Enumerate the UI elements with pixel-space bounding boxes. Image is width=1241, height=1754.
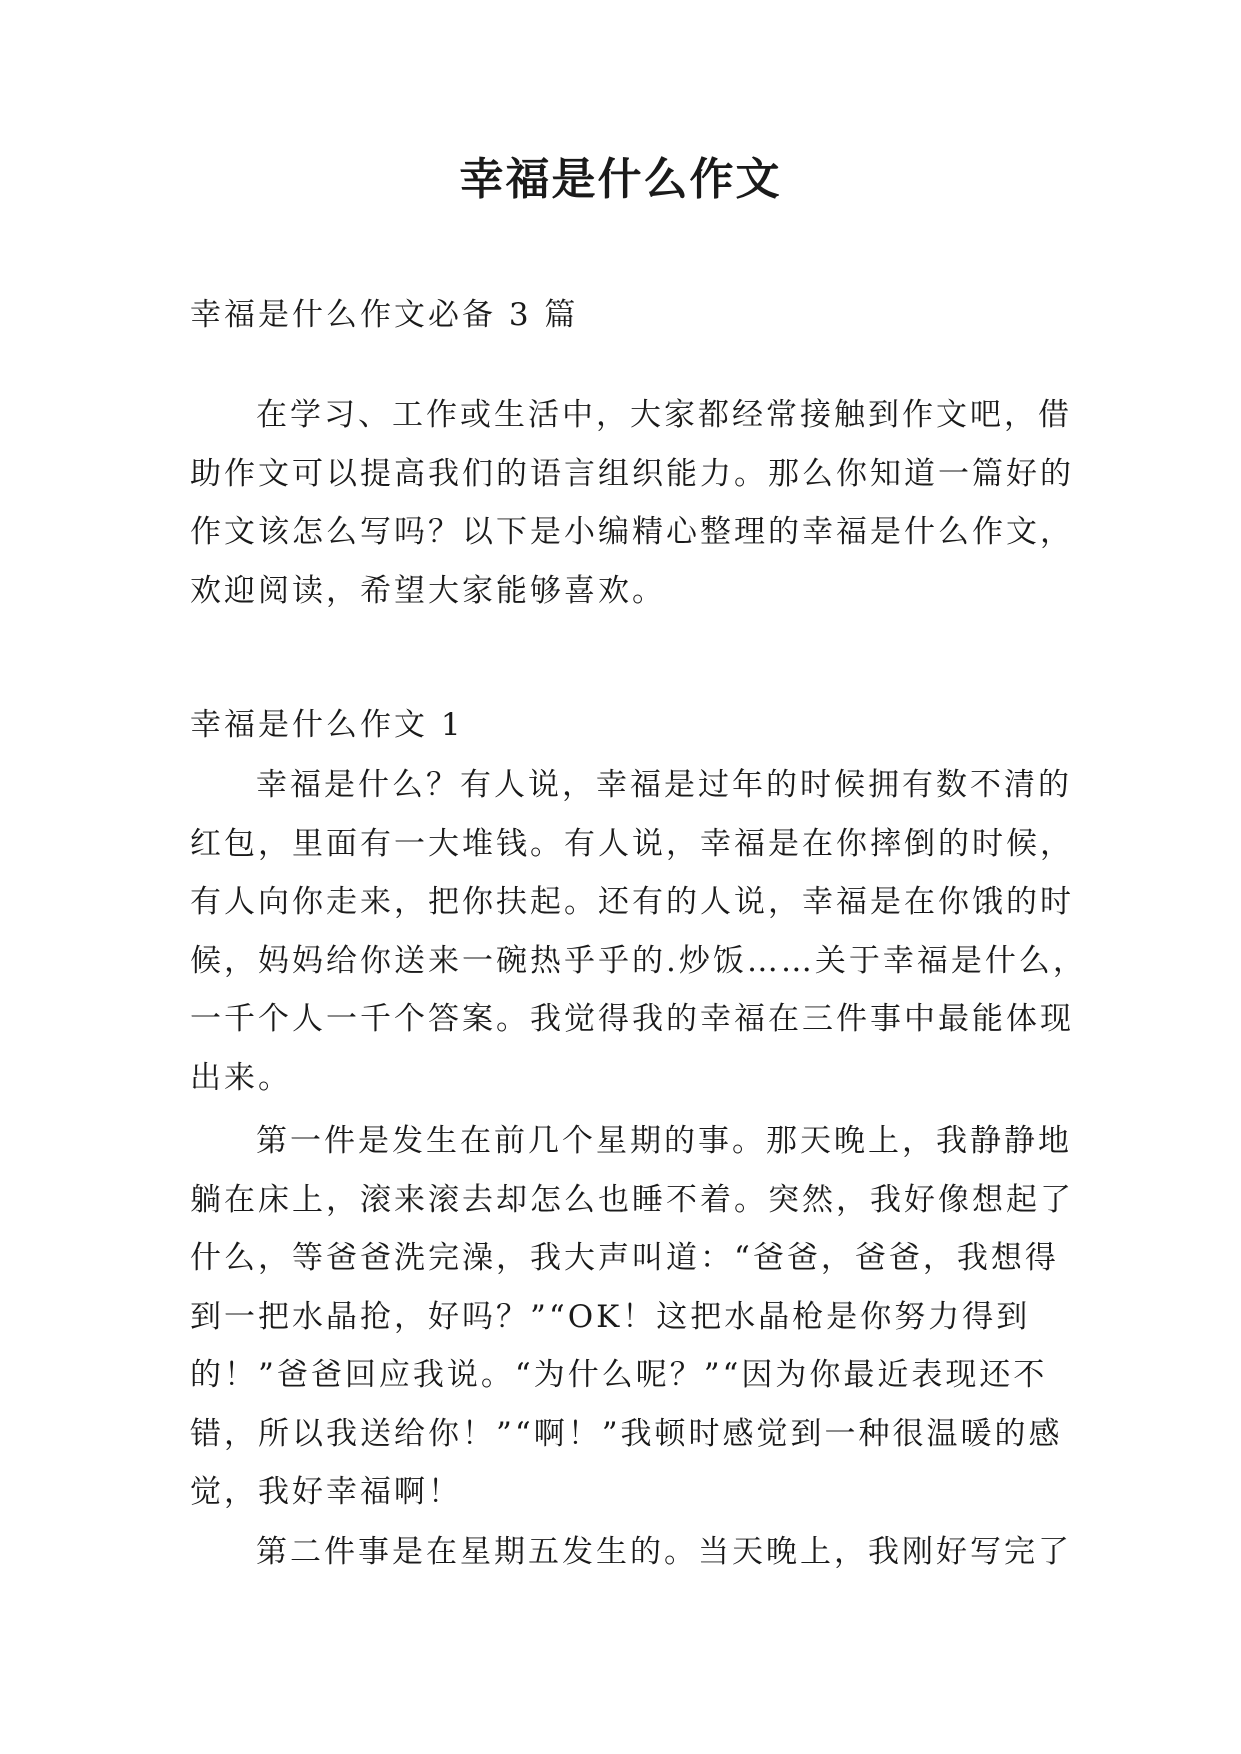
paragraph-line: 第一件是发生在前几个星期的事。那天晚上，我静静地 — [256, 1123, 1072, 1159]
paragraph-line: 红包，里面有一大堆钱。有人说，幸福是在你摔倒的时候， — [190, 825, 1074, 862]
paragraph-line: 觉，我好幸福啊！ — [190, 1474, 462, 1510]
paragraph-line: 第二件事是在星期五发生的。当天晚上，我刚好写完了 — [256, 1534, 1072, 1570]
paragraph-line: 有人向你走来，把你扶起。还有的人说，幸福是在你饿的时 — [190, 884, 1074, 920]
paragraph-line: 候，妈妈给你送来一碗热乎乎的.炒饭……关于幸福是什么， — [190, 942, 1087, 979]
intro-line: 欢迎阅读，希望大家能够喜欢。 — [190, 572, 666, 609]
section-heading-1: 幸福是什么作文 1 — [190, 707, 464, 743]
paragraph-line: 出来。 — [190, 1059, 292, 1096]
intro-line: 作文该怎么写吗？以下是小编精心整理的幸福是什么作文， — [190, 514, 1074, 550]
intro-line: 助作文可以提高我们的语言组织能力。那么你知道一篇好的 — [190, 455, 1074, 492]
paragraph-line: 幸福是什么？有人说，幸福是过年的时候拥有数不清的 — [256, 767, 1072, 803]
paragraph-1 — [190, 756, 1087, 1107]
paragraph-line: 到一把水晶抢，好吗？”“OK！这把水晶枪是你努力得到 — [190, 1298, 1031, 1335]
paragraph-line: 躺在床上，滚来滚去却怎么也睡不着。突然，我好像想起了 — [190, 1181, 1074, 1218]
paragraph-3 — [190, 1523, 1072, 1582]
document-title: 幸福是什么作文 — [459, 154, 782, 205]
paragraph-line: 什么，等爸爸洗完澡，我大声叫道：“爸爸，爸爸，我想得 — [190, 1240, 1059, 1276]
document-subtitle: 幸福是什么作文必备 3 篇 — [190, 297, 579, 333]
paragraph-2 — [190, 1112, 1074, 1522]
intro-line: 在学习、工作或生活中，大家都经常接触到作文吧，借 — [256, 397, 1072, 433]
paragraph-line: 错，所以我送给你！”“啊！”我顿时感觉到一种很温暖的感 — [190, 1415, 1063, 1452]
paragraph-line: 的！”爸爸回应我说。“为什么呢？”“因为你最近表现还不 — [190, 1357, 1048, 1393]
paragraph-line: 一千个人一千个答案。我觉得我的幸福在三件事中最能体现 — [190, 1001, 1074, 1037]
intro-paragraph — [190, 386, 1074, 620]
